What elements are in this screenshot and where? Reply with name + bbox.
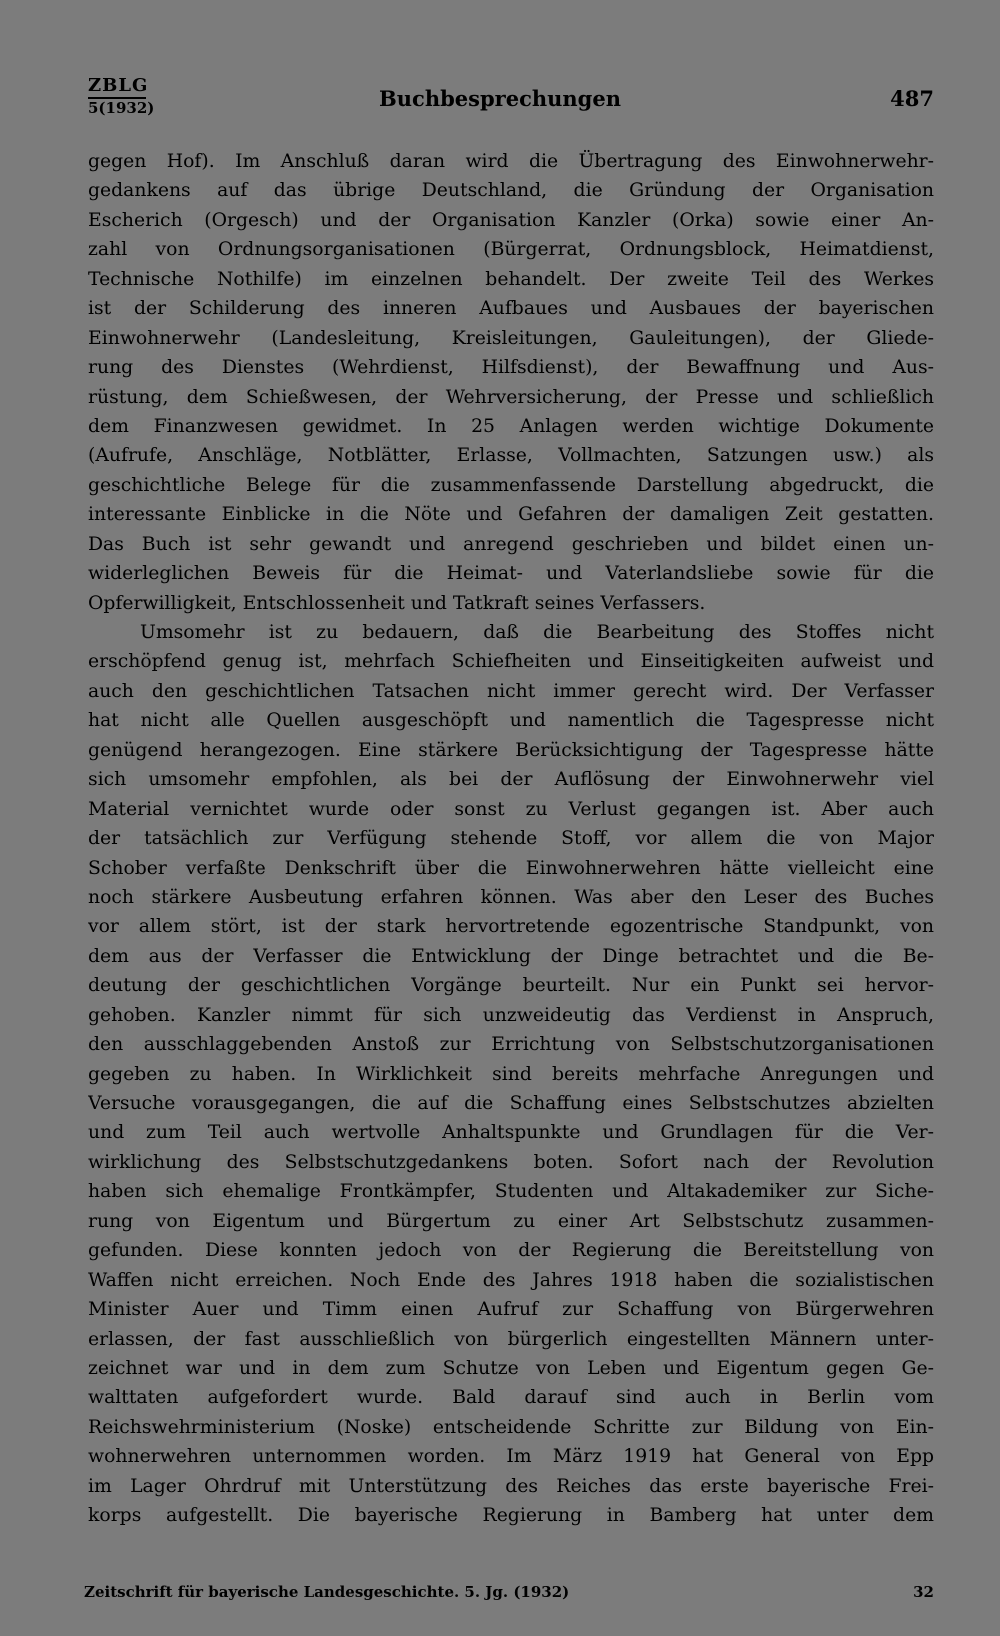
- text-line: gefunden. Diese konnten jedoch von der Regierung die Bereitstellung von: [88, 1240, 934, 1262]
- journal-issue: 5(1932): [88, 99, 155, 117]
- text-line: im Lager Ohrdruf mit Unterstützung des Reiches das erste bayerische Frei-: [88, 1475, 934, 1497]
- text-line: Material vernichtet wurde oder sonst zu Verlust gegangen ist. Aber auch: [88, 798, 934, 820]
- text-line: wohnerwehren unternommen worden. Im März 1919 hat General von Epp: [88, 1446, 934, 1468]
- text-line: rung des Dienstes (Wehrdienst, Hilfsdienst), der Bewaffnung und Aus-: [88, 357, 934, 379]
- text-line: rung von Eigentum und Bürgertum zu einer Art Selbstschutz zusammen-: [88, 1210, 934, 1232]
- text-line: (Aufrufe, Anschläge, Notblätter, Erlasse, Vollmachten, Satzungen usw.) als: [88, 445, 934, 467]
- text-line: deutung der geschichtlichen Vorgänge beurteilt. Nur ein Punkt sei hervor-: [88, 975, 934, 997]
- text-line: hat nicht alle Quellen ausgeschöpft und namentlich die Tagespresse nicht: [88, 710, 934, 732]
- text-line: walttaten aufgefordert wurde. Bald darauf sind auch in Berlin vom: [88, 1387, 934, 1409]
- body-text: [88, 147, 934, 1531]
- text-line: noch stärkere Ausbeutung erfahren können. Was aber den Leser des Buches: [88, 886, 934, 908]
- text-line: Reichswehrministerium (Noske) entscheidende Schritte zur Bildung von Ein-: [88, 1416, 934, 1438]
- text-line: dem aus der Verfasser die Entwicklung der Dinge betrachtet und die Be-: [88, 945, 934, 967]
- text-line: dem Finanzwesen gewidmet. In 25 Anlagen werden wichtige Dokumente: [88, 415, 934, 437]
- text-line: Minister Auer und Timm einen Aufruf zur Schaffung von Bürgerwehren: [88, 1299, 934, 1321]
- journal-abbreviation: ZBLG: [88, 75, 149, 96]
- text-line: gehoben. Kanzler nimmt für sich unzweideutig das Verdienst in Anspruch,: [88, 1004, 934, 1026]
- paragraph-start-line: Umsomehr ist zu bedauern, daß die Bearbeitung des Stoffes nicht: [140, 622, 934, 643]
- text-line: vor allem stört, ist der stark hervortretende egozentrische Standpunkt, von: [88, 916, 934, 938]
- text-line: sich umsomehr empfohlen, als bei der Auflösung der Einwohnerwehr viel: [88, 769, 934, 791]
- text-line: gegen Hof). Im Anschluß daran wird die Übertragung des Einwohnerwehr-: [88, 151, 934, 172]
- text-line: ist der Schilderung des inneren Aufbaues und Ausbaues der bayerischen: [88, 298, 934, 320]
- footer-signature-mark: 32: [913, 1583, 934, 1601]
- text-line: Escherich (Orgesch) und der Organisation Kanzler (Orka) sowie einer An-: [88, 209, 934, 231]
- text-line: interessante Einblicke in die Nöte und Gefahren der damaligen Zeit gestatten.: [88, 504, 934, 526]
- text-line: Waffen nicht erreichen. Noch Ende des Jahres 1918 haben die sozialistischen: [88, 1269, 934, 1291]
- text-line: Schober verfaßte Denkschrift über die Einwohnerwehren hätte vielleicht eine: [88, 857, 934, 879]
- text-line: Technische Nothilfe) im einzelnen behandelt. Der zweite Teil des Werkes: [88, 268, 934, 290]
- running-title: Buchbesprechungen: [379, 86, 621, 111]
- page-number: 487: [890, 86, 934, 111]
- text-line: gegeben zu haben. In Wirklichkeit sind bereits mehrfache Anregungen und: [88, 1063, 934, 1085]
- text-line: Einwohnerwehr (Landesleitung, Kreisleitungen, Gauleitungen), der Gliede-: [88, 327, 934, 349]
- text-line: und zum Teil auch wertvolle Anhaltspunkte und Grundlagen für die Ver-: [88, 1122, 934, 1144]
- text-line: Versuche vorausgegangen, die auf die Schaffung eines Selbstschutzes abzielten: [88, 1093, 934, 1114]
- text-line: haben sich ehemalige Frontkämpfer, Studenten und Altakademiker zur Siche-: [88, 1181, 934, 1203]
- text-line: erlassen, der fast ausschließlich von bürgerlich eingestellten Männern unter-: [88, 1328, 934, 1350]
- text-line: korps aufgestellt. Die bayerische Regierung in Bamberg hat unter dem: [88, 1505, 934, 1527]
- text-line: Opferwilligkeit, Entschlossenheit und Tatkraft seines Verfassers.: [88, 592, 706, 614]
- text-line: geschichtliche Belege für die zusammenfassende Darstellung abgedruckt, die: [88, 474, 934, 496]
- text-line: genügend herangezogen. Eine stärkere Berücksichtigung der Tagespresse hätte: [88, 739, 934, 761]
- text-line: den ausschlaggebenden Anstoß zur Errichtung von Selbstschutzorganisationen: [88, 1034, 934, 1056]
- text-line: Das Buch ist sehr gewandt und anregend geschrieben und bildet einen un-: [88, 533, 934, 555]
- text-line: der tatsächlich zur Verfügung stehende Stoff, vor allem die von Major: [88, 828, 934, 850]
- text-line: erschöpfend genug ist, mehrfach Schiefheiten und Einseitigkeiten aufweist und: [88, 651, 934, 673]
- text-line: widerleglichen Beweis für die Heimat- und Vaterlandsliebe sowie für die: [88, 563, 934, 585]
- text-line: wirklichung des Selbstschutzgedankens boten. Sofort nach der Revolution: [88, 1151, 934, 1173]
- text-line: gedankens auf das übrige Deutschland, die Gründung der Organisation: [88, 180, 934, 202]
- footer-journal-reference: Zeitschrift für bayerische Landesgeschichte. 5. Jg. (1932): [84, 1583, 570, 1601]
- text-line: zeichnet war und in dem zum Schutze von Leben und Eigentum gegen Ge-: [88, 1357, 934, 1379]
- text-line: zahl von Ordnungsorganisationen (Bürgerrat, Ordnungsblock, Heimatdienst,: [88, 239, 934, 261]
- text-line: rüstung, dem Schießwesen, der Wehrversicherung, der Presse und schließlich: [88, 386, 934, 408]
- text-line: auch den geschichtlichen Tatsachen nicht immer gerecht wird. Der Verfasser: [88, 680, 934, 702]
